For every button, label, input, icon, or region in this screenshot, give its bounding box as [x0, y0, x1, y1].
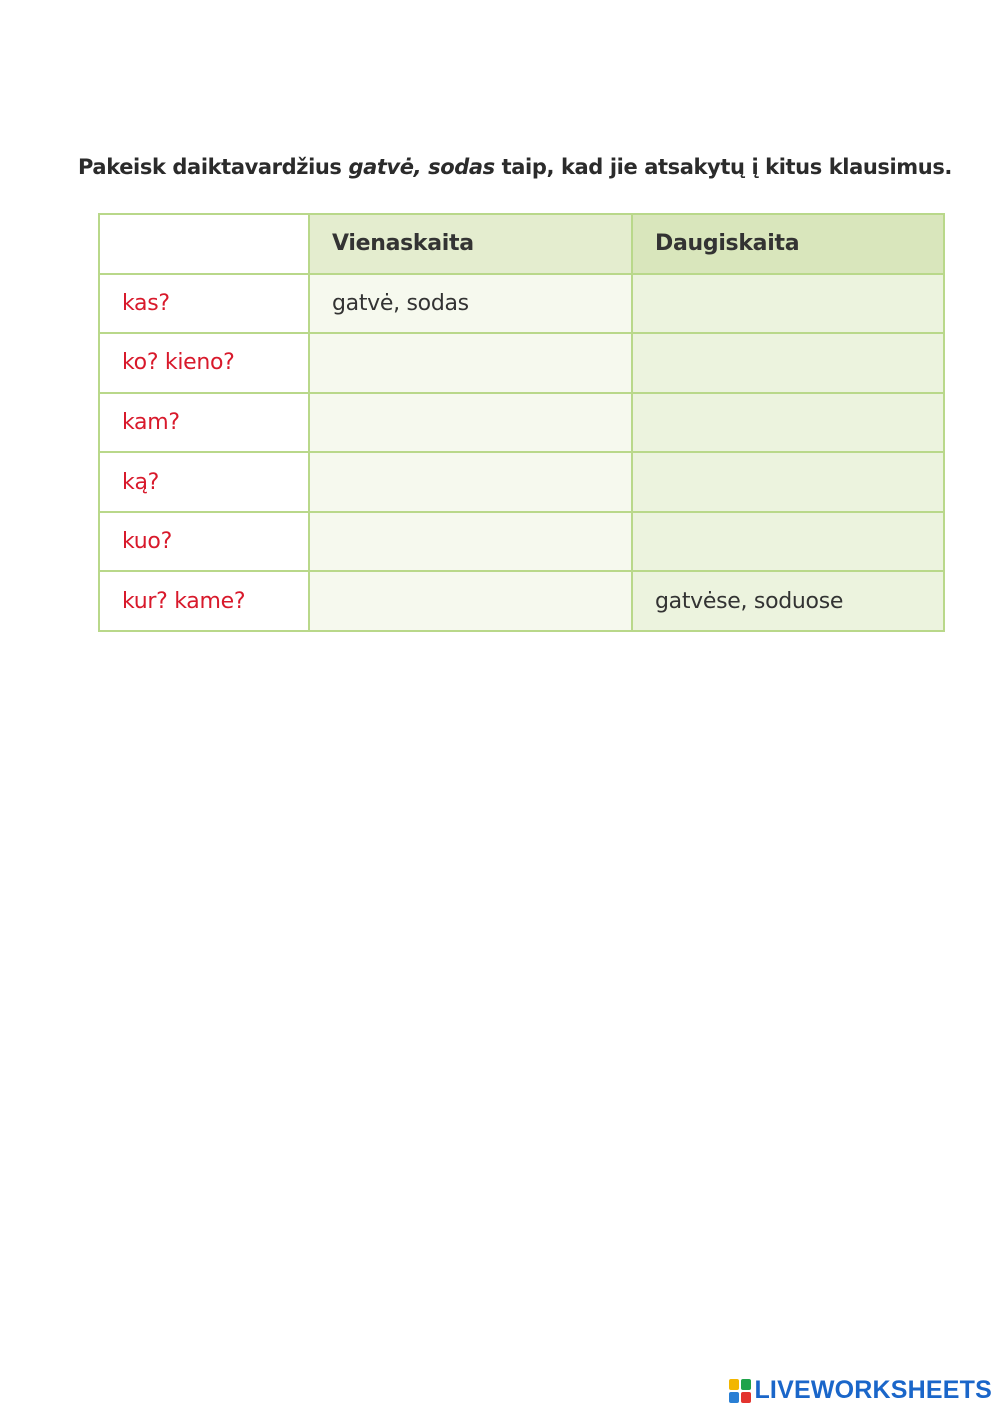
answer-cell-daugiskaita[interactable]: gatvėse, soduose: [632, 571, 944, 631]
answer-cell-daugiskaita[interactable]: [632, 512, 944, 572]
declension-table-grid: [98, 213, 945, 632]
table-header-row: [99, 214, 944, 274]
liveworksheets-logo: [729, 1376, 992, 1405]
declension-table: [98, 213, 943, 632]
answer-cell-daugiskaita[interactable]: [632, 274, 944, 334]
instruction-part1: Pakeisk daiktavardžius: [78, 155, 349, 179]
answer-cell-vienaskaita[interactable]: [309, 571, 632, 631]
answer-cell-vienaskaita[interactable]: [309, 393, 632, 453]
question-cell: kur? kame?: [99, 571, 309, 631]
table-row: [99, 512, 944, 572]
instruction-italic-words: gatvė, sodas: [348, 155, 495, 179]
answer-cell-vienaskaita[interactable]: gatvė, sodas: [309, 274, 632, 334]
instruction-part2: taip, kad jie atsakytų į kitus klausimus.: [494, 155, 953, 179]
answer-cell-vienaskaita[interactable]: [309, 452, 632, 512]
table-row: [99, 333, 944, 393]
question-cell: ką?: [99, 452, 309, 512]
table-row: [99, 452, 944, 512]
question-cell: kas?: [99, 274, 309, 334]
question-cell: kuo?: [99, 512, 309, 572]
table-row: [99, 274, 944, 334]
answer-cell-vienaskaita[interactable]: [309, 333, 632, 393]
table-row: [99, 393, 944, 453]
answer-cell-vienaskaita[interactable]: [309, 512, 632, 572]
question-cell: ko? kieno?: [99, 333, 309, 393]
answer-cell-daugiskaita[interactable]: [632, 452, 944, 512]
header-vienaskaita: Vienaskaita: [309, 214, 632, 274]
liveworksheets-logo-icon: [729, 1379, 751, 1403]
question-cell: kam?: [99, 393, 309, 453]
header-daugiskaita: Daugiskaita: [632, 214, 944, 274]
header-blank-cell: [99, 214, 309, 274]
table-row: [99, 571, 944, 631]
answer-cell-daugiskaita[interactable]: [632, 393, 944, 453]
logo-text: LIVEWORKSHEETS: [754, 1376, 992, 1404]
instruction-text: [78, 155, 958, 179]
answer-cell-daugiskaita[interactable]: [632, 333, 944, 393]
